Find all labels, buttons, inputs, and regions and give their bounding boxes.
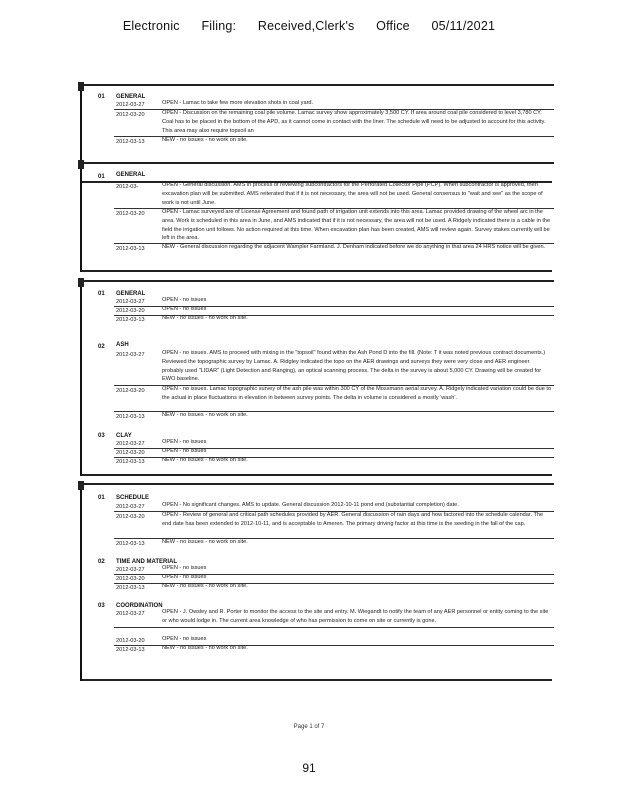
entry-date: 2012-03-20 — [116, 576, 145, 582]
entry-date: 2012-03-13 — [116, 246, 145, 252]
entry-text: OPEN - no issues — [162, 565, 207, 571]
entry-date: 2012-03-20 — [116, 514, 145, 520]
entry-rule — [114, 627, 554, 628]
entry-date: 2012-03-13 — [116, 459, 145, 465]
entry-text: OPEN - General discussion. AMS in process of reviewing subcontractors for the Perforated Collector Pipe (PCP). When subcontractor is approved, then excavation plan will be submitted. AMS reiterated that if it is not necessary, the area will not be used. General consensus to "wait and see" as the scope of work is not until June. — [162, 182, 543, 206]
entry-text: OPEN - Discussion on the remaining coal pile volume. Lamac survey show approximately 3,500 CY. If area around coal pile considered to level 3,780 CY. Coal has to be placed in the bottom of the APD, as it cannot come in contact with the liner. The schedule will need to be adjusted to account for this activity. This area may also require topsoil an — [162, 110, 546, 134]
entry-date: 2012-03-27 — [116, 102, 145, 108]
entry-date: 2012-03-13 — [116, 414, 145, 420]
entry-text: NEW - no issues - no work on site. — [162, 137, 248, 143]
minutes-box-2 — [80, 162, 554, 272]
entry-date: 2012-03-27 — [116, 611, 145, 617]
header-word-received: Received,Clerk's — [257, 19, 355, 33]
entry-text: OPEN - no issues — [162, 297, 207, 303]
entry-text: NEW - no issues - no work on site. — [162, 539, 248, 545]
header-word-office: Office — [376, 19, 410, 33]
section-number: 02 — [98, 344, 105, 350]
entry-text: OPEN - no issues — [162, 306, 207, 312]
entry-text: NEW - no issues - no work on site. — [162, 315, 248, 321]
box-top-rule — [82, 483, 554, 485]
entry-date: 2012-03-27 — [116, 441, 145, 447]
box-bottom-rule — [82, 679, 552, 681]
entry-date: 2012-03-20 — [116, 308, 145, 314]
section-title: COORDINATION — [116, 603, 163, 609]
entry-text: NEW - no issues - no work on site. — [162, 583, 248, 589]
minutes-box-3 — [80, 280, 554, 476]
box-top-rule — [82, 162, 554, 164]
entry-text: OPEN - no issues. Lamac topographic survey of the ash pile was within 300 CY of the Mossmann aerial survey. A. Ridgely indicated variation could be due to the actual in place fluctuations in elevation in between survey points. The delta in volume is considered a mostly 'wash'. — [162, 386, 552, 401]
section-number: 01 — [98, 291, 105, 297]
section-number: 02 — [98, 559, 105, 565]
minutes-box-4 — [80, 483, 554, 681]
filing-header — [0, 19, 618, 33]
page-number: 91 — [302, 761, 316, 775]
box-top-rule — [82, 280, 554, 282]
box-top-rule — [82, 84, 554, 86]
section-number: 03 — [98, 603, 105, 609]
entry-text: OPEN - no issues — [162, 439, 207, 445]
entry-text: NEW - no issues - no work on site. — [162, 412, 248, 418]
page-of-label: Page 1 of 7 — [293, 724, 325, 730]
entry-text: OPEN - J. Owsley and R. Porter to monitor the access to the site and entry. M. Wiegandt to notify the team of any AER personnel or entity coming to the site or who would lodge in. The current area knowledge of who has permission to come on site or currently is gone. — [162, 609, 549, 624]
entry-text: OPEN - no issues. AMS to proceed with mixing in the "topsoil" found within the Ash Pond D into the fill. (Note: T it was noted previous contract documents.) Reviewed the topographic survey by Lamac. A. Ridgley indicated the topo on the AER drawings and surveys they were very close and AER engineer probably used "LIDAR" (Light Detection and Ranging), an optical scanning process. The delta in the survey is about 5,000 CY. Drawing will be created for EWO baseline. — [162, 350, 546, 383]
section-title: SCHEDULE — [116, 495, 150, 501]
section-number: 01 — [98, 94, 105, 100]
box-bottom-rule — [82, 474, 552, 476]
entry-text: NEW - General discussion regarding the adjacent Wampler Farmland. J. Denham indicated before we do anything in that area 24 HRS notice will be given. — [162, 244, 546, 250]
entry-text: NEW - no issues - no work on site. — [162, 457, 248, 463]
box-bottom-rule — [82, 270, 552, 272]
section-title: GENERAL — [116, 172, 146, 178]
entry-text: OPEN - Review of general and critical path schedules provided by AER. General discussion of rain days and how factored into the schedule calendar. The end date has been extended to 2012-10-11, and is acceptable to Ameren. The primary driving factor at this time is the seeding in the fall of the cap. — [162, 512, 544, 527]
section-title: ASH — [116, 342, 129, 348]
entry-date: 2012-03-27 — [116, 504, 145, 510]
entry-date: 2012-03-13 — [116, 139, 145, 145]
entry-date: 2012-03-20 — [116, 388, 145, 394]
section-title: GENERAL — [116, 291, 146, 297]
section-title: TIME AND MATERIAL — [116, 559, 177, 565]
entry-date: 2012-03-13 — [116, 585, 145, 591]
section-number: 01 — [98, 495, 105, 501]
entry-date: 2012-03-20 — [116, 450, 145, 456]
entry-date: 2012-03-13 — [116, 541, 145, 547]
entry-text: OPEN - Lamac surveyed are of License Agreement and found path of irrigation unit extends into this area. Lamac provided drawing of the wheel arc in the area. Work is scheduled in this area in June, and AMS indicated that if it is not necessary, the area will not be used. A Ridgely indicated there is a cable in the field the irrigation unit follows. No action required at this time. When excavation plan has been created, AMS will review again. Survey stakes currently will be left in the area. — [162, 209, 551, 242]
header-word-filing: Filing: — [201, 19, 237, 33]
entry-date: 2012-03-13 — [116, 647, 145, 653]
section-number: 01 — [98, 174, 105, 180]
entry-date: 2012-03-13 — [116, 317, 145, 323]
entry-date: 2012-03-27 — [116, 567, 145, 573]
entry-text: OPEN - no issues — [162, 636, 207, 642]
section-number: 03 — [98, 433, 105, 439]
entry-date: 2012-03-27 — [116, 352, 145, 358]
section-title: GENERAL — [116, 94, 146, 100]
entry-text: OPEN - no issues — [162, 448, 207, 454]
entry-text: NEW - no issues - no work on site. — [162, 645, 248, 651]
section-title: CLAY — [116, 433, 132, 439]
header-word-electronic: Electronic — [122, 19, 180, 33]
entry-date: 2012-03-20 — [116, 638, 145, 644]
entry-text: OPEN - No significant changes. AMS to update. General discussion 2012-10-11 pond end (substantial completion) date. — [162, 502, 459, 508]
entry-date: 2012-03-20 — [116, 211, 145, 217]
entry-date: 2012-03-20 — [116, 112, 145, 118]
header-date: 05/11/2021 — [431, 19, 496, 33]
entry-text: OPEN - no issues — [162, 574, 207, 580]
entry-date: 2012-03-27 — [116, 299, 145, 305]
entry-date: 2012-03- — [116, 184, 139, 190]
entry-text: OPEN - Lamac to take few more elevation shots in coal yard. — [162, 100, 314, 106]
